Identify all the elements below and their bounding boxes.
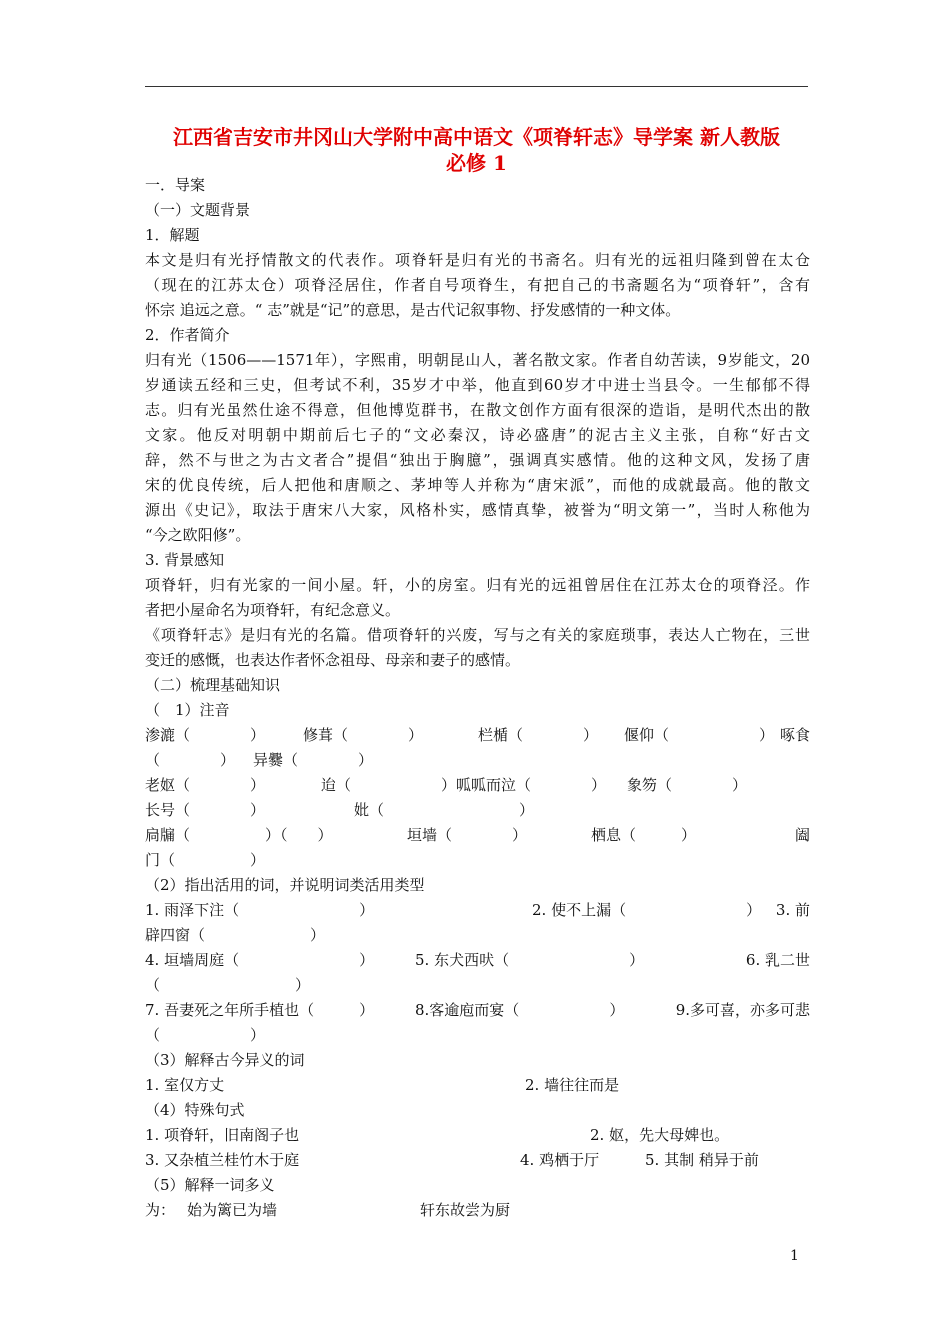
subsection-heading: （二）梳理基础知识 xyxy=(145,676,281,694)
exercise-heading-teshu: （4）特殊句式 xyxy=(145,1101,245,1119)
exercise-item: 1. 项脊轩，旧南阁子也 xyxy=(145,1126,300,1144)
exercise-item: 象笏（ ） xyxy=(627,776,748,794)
paragraph-line: 变迁的感慨，也表达作者怀念祖母、母亲和妻子的感情。 xyxy=(145,651,521,669)
paragraph-line: 岁通读五经和三史，但考试不利，35岁才中举，他直到60岁才中进士当县令。一生郁郁不得 xyxy=(145,376,810,394)
exercise-item: 9.多可喜，亦多可悲 xyxy=(675,1001,810,1019)
exercise-item: 啄食 xyxy=(779,726,810,744)
exercise-row xyxy=(145,1023,810,1047)
paragraph-line: “今之欧阳修”。 xyxy=(145,526,251,544)
exercise-item: 轩东故尝为厨 xyxy=(420,1201,511,1219)
exercise-heading-gujin: （3）解释古今异义的词 xyxy=(145,1051,305,1069)
paragraph-line: 辞，然不与世之为古文者合”提倡“独出于胸臆”，强调真实感情。他的这种文风，发扬了唐 xyxy=(145,451,810,469)
exercise-heading-huoyong: （2）指出活用的词，并说明词类活用类型 xyxy=(145,876,425,894)
exercise-item: 6. 乳二世 xyxy=(745,951,810,969)
exercise-row xyxy=(145,1148,810,1172)
document-title-line2: 必修 1 xyxy=(446,151,507,175)
exercise-item: （ ） xyxy=(145,751,236,769)
exercise-item: 5. 其制 稍异于前 xyxy=(645,1151,759,1169)
exercise-item: 长号（ ） xyxy=(145,801,266,819)
exercise-row xyxy=(145,923,810,947)
exercise-item: 1. 雨泽下注（ ） xyxy=(145,901,375,919)
exercise-item: 老妪（ ） xyxy=(145,776,266,794)
item-heading-background: 3. 背景感知 xyxy=(145,551,225,569)
exercise-row xyxy=(145,898,810,922)
header-rule xyxy=(145,86,808,87)
item-heading-author: 2．作者简介 xyxy=(145,326,230,344)
exercise-item: 2. 妪，先大母婢也。 xyxy=(590,1126,730,1144)
document-title: 江西省吉安市井冈山大学附中高中语文《项脊轩志》导学案 新人教版 xyxy=(173,125,780,149)
page-number: 1 xyxy=(790,1248,799,1264)
section-heading: 一．导案 xyxy=(145,176,206,194)
exercise-row xyxy=(145,973,810,997)
paragraph-line: 《项脊轩志》是归有光的名篇。借项脊轩的兴废，写与之有关的家庭琐事，表达人亡物在，三世 xyxy=(145,626,810,644)
exercise-row xyxy=(145,748,810,772)
exercise-row xyxy=(145,723,810,747)
exercise-item: 4. 垣墙周庭（ ） xyxy=(145,951,375,969)
exercise-item: 栖息（ ） xyxy=(591,826,697,844)
exercise-row xyxy=(145,798,810,822)
exercise-heading-duoyi: （5）解释一词多义 xyxy=(145,1176,275,1194)
paragraph-line: 本文是归有光抒情散文的代表作。项脊轩是归有光的书斋名。归有光的远祖归隆到曾在太仓 xyxy=(145,251,810,269)
exercise-item: 7. 吾妻死之年所手植也（ ） xyxy=(145,1001,375,1019)
exercise-item: 妣（ ） xyxy=(354,801,535,819)
exercise-item: （ ） xyxy=(145,976,311,994)
exercise-row xyxy=(145,823,810,847)
paragraph-line: 宋的优良传统，后人把他和唐顺之、茅坤等人并称为“唐宋派”，而他的成就最高。他的散文 xyxy=(145,476,810,494)
exercise-row xyxy=(145,948,810,972)
exercise-row xyxy=(145,1198,810,1222)
exercise-item: 2. 墙往往而是 xyxy=(525,1076,620,1094)
exercise-item: 阖 xyxy=(794,826,810,844)
paragraph-line: 志。归有光虽然仕途不得意，但他博览群书，在散文创作方面有很深的造诣，是明代杰出的散 xyxy=(145,401,810,419)
paragraph-line: 归有光（1506——1571年），字熙甫，明朝昆山人，著名散文家。作者自幼苦读，9岁能文，20 xyxy=(145,351,810,369)
paragraph-line: 源出《史记》，取法于唐宋八大家，风格朴实，感情真挚，被誉为“明文第一”，当时人称他为 xyxy=(145,501,810,519)
exercise-item: 1. 室仅方丈 xyxy=(145,1076,225,1094)
exercise-item: （ ） xyxy=(145,1026,266,1044)
exercise-item: 3. 又杂植兰桂竹木于庭 xyxy=(145,1151,300,1169)
exercise-item: 8.客逾庖而宴（ ） xyxy=(415,1001,625,1019)
paragraph-line: 怀宗 追远之意。“ 志”就是“记”的意思，是古代记叙事物、抒发感情的一种文体。 xyxy=(145,301,681,319)
exercise-row xyxy=(145,998,810,1022)
exercise-item: 3. 前 xyxy=(775,901,810,919)
exercise-row xyxy=(145,773,810,797)
exercise-item: 偃仰（ ） xyxy=(624,726,775,744)
subsection-heading: （一）文题背景 xyxy=(145,201,251,219)
exercise-item: 渗漉（ ） xyxy=(145,726,266,744)
exercise-row xyxy=(145,1123,810,1147)
exercise-item: 修葺（ ） xyxy=(303,726,424,744)
exercise-item: 门（ ） xyxy=(145,851,266,869)
exercise-item: 栏楯（ ） xyxy=(478,726,599,744)
item-heading-jieti: 1．解题 xyxy=(145,226,200,244)
exercise-item: 迨（ ）呱呱而泣（ ） xyxy=(321,776,607,794)
exercise-item: 扃牖（ ）（ ） xyxy=(145,826,333,844)
exercise-item: 2. 使不上漏（ ） xyxy=(532,901,762,919)
exercise-row xyxy=(145,848,810,872)
exercise-item: 异爨（ ） xyxy=(253,751,374,769)
exercise-item: 垣墙（ ） xyxy=(407,826,528,844)
exercise-item: 5. 东犬西吠（ ） xyxy=(415,951,645,969)
paragraph-line: （现在的江苏太仓）项脊泾居住，作者自号项脊生，有把自己的书斋题名为“项脊轩”，含有 xyxy=(145,276,810,294)
exercise-item: 始为篱已为墙 xyxy=(187,1201,278,1219)
exercise-item: 4. 鸡栖于厅 xyxy=(520,1151,600,1169)
exercise-heading-zhuyin: （ 1）注音 xyxy=(145,701,230,719)
paragraph-line: 文家。他反对明朝中期前后七子的“文必秦汉，诗必盛唐”的泥古主义主张，自称“好古文 xyxy=(145,426,810,444)
exercise-item: 辟四窗（ ） xyxy=(145,926,326,944)
exercise-row xyxy=(145,1073,810,1097)
paragraph-line: 者把小屋命名为项脊轩，有纪念意义。 xyxy=(145,601,401,619)
paragraph-line: 项脊轩，归有光家的一间小屋。轩，小的房室。归有光的远祖曾居住在江苏太仓的项脊泾。作 xyxy=(145,576,810,594)
exercise-label: 为： xyxy=(145,1201,176,1219)
